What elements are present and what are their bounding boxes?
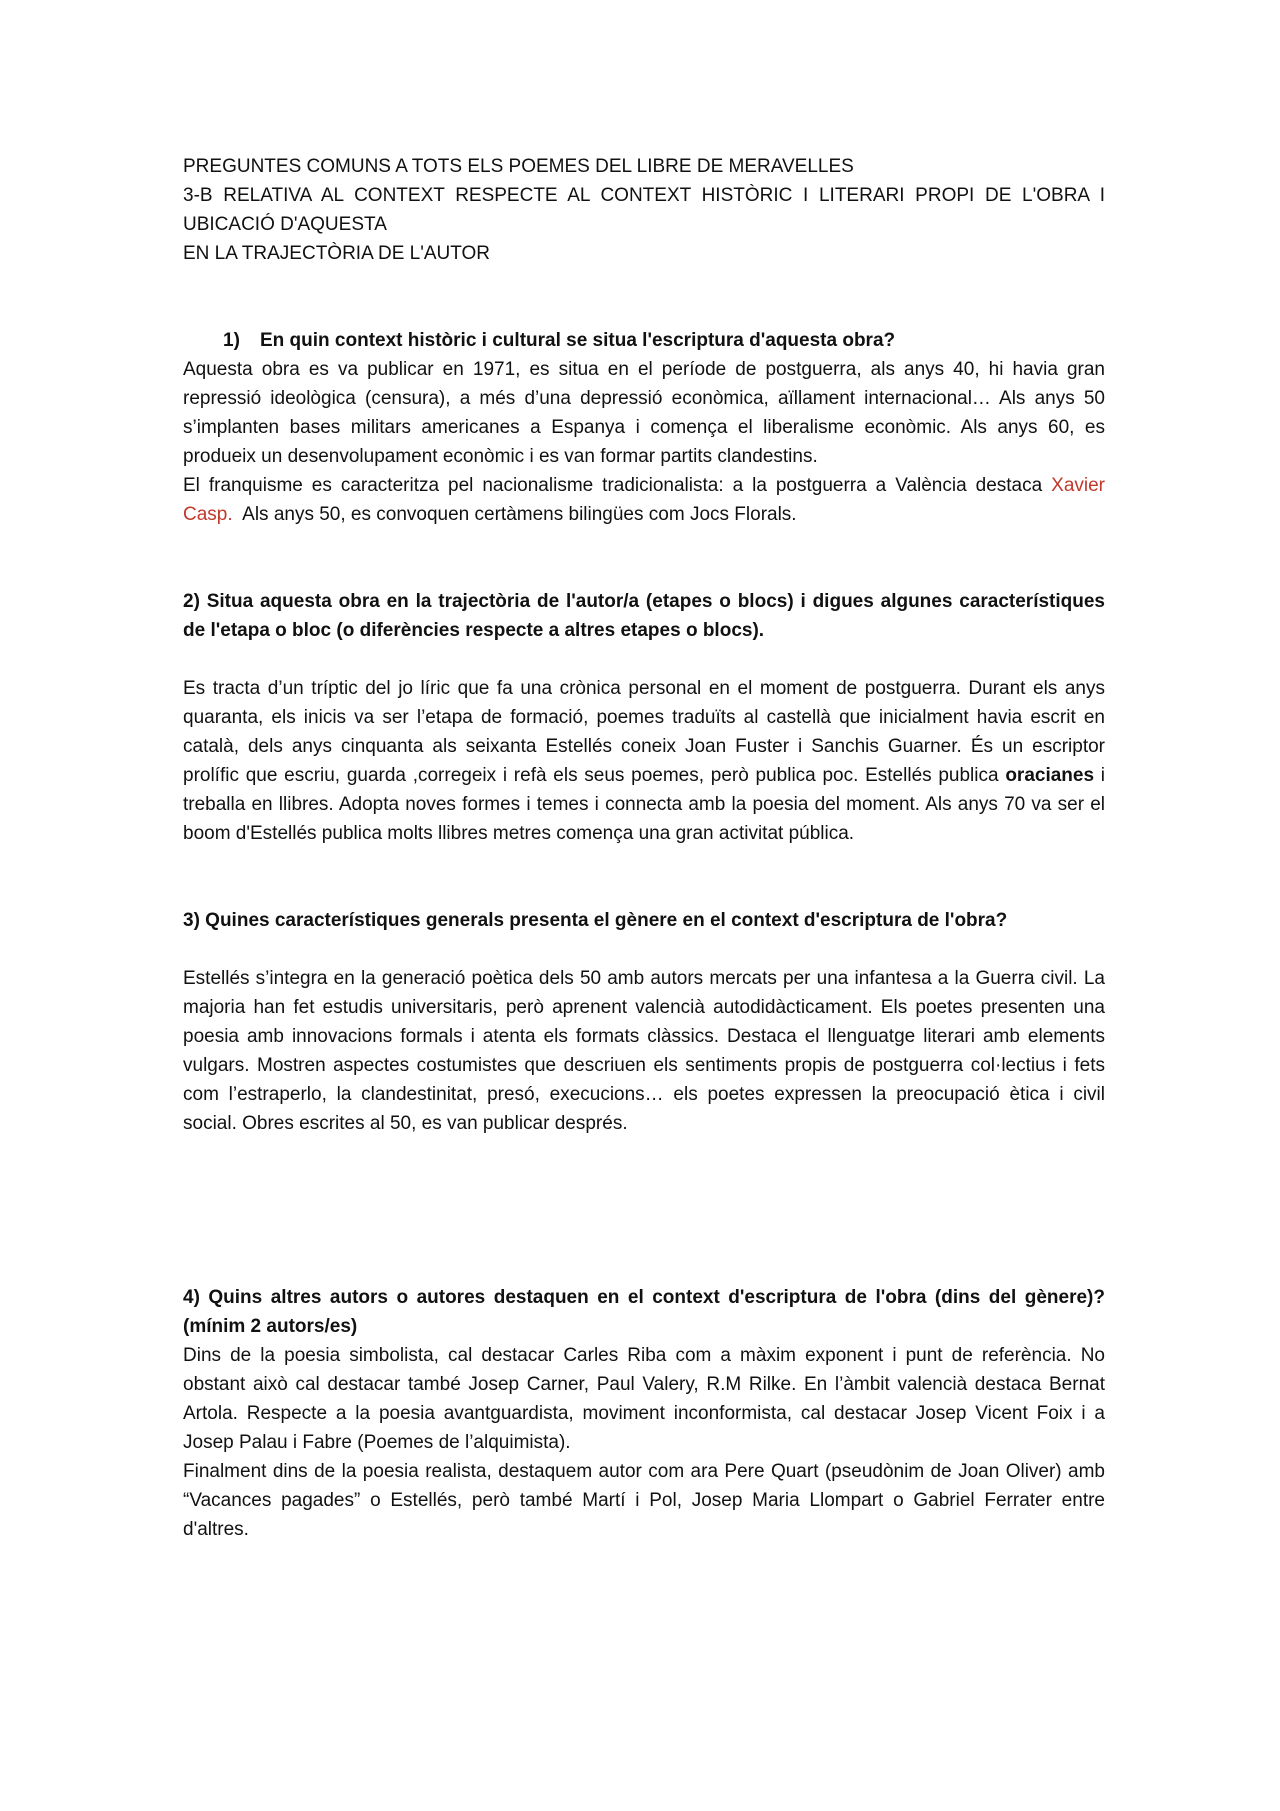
question-2: 2) Situa aquesta obra en la trajectòria de l'autor/a (etapes o blocs) i digues algunes característiques de l'etapa o bloc (o diferències respecte a altres etapes o blocs).: [183, 591, 1105, 641]
question-3: 3) Quines característiques generals presenta el gènere en el context d'escriptura de l'obra?: [183, 910, 1008, 931]
answer-1-paragraph-2: [183, 471, 1105, 529]
answer-1-text-a: El franquisme es caracteritza pel nacionalisme tradicionalista: a la postguerra a València destaca: [183, 475, 1043, 496]
question-1-number: 1): [223, 330, 240, 351]
answer-2-bold: oracianes: [1005, 765, 1095, 786]
answer-2: [183, 674, 1105, 848]
answer-1-paragraph-1: Aquesta obra es va publicar en 1971, es situa en el període de postguerra, als anys 40, hi havia gran repressió ideològica (censura), a més d’una depressió econòmica, aïllament internacional… Als anys 50 s’implanten bases militars americanes a Espanya i comença el liberalisme econòmic. Als anys 60, es produeix un desenvolupament econòmic i es van formar partits clandestins.: [183, 359, 1105, 467]
answer-2-text-a: Es tracta d’un tríptic del jo líric que fa una crònica personal en el moment de postguerra. Durant els anys quaranta, els inicis va ser l’etapa de formació, poemes traduïts al castellà que inicialment havia escrit en català, dels anys cinquanta als seixanta Estellés coneix Joan Fuster i Sanchis Guarner. És un escriptor prolífic que escriu, guarda ,corregeix i refà els seus poemes, però publica poc. Estellés publica: [183, 678, 1105, 786]
document-page: [183, 152, 1105, 1544]
header-line-3: EN LA TRAJECTÒRIA DE L'AUTOR: [183, 243, 491, 264]
question-1: [183, 326, 1105, 355]
question-1-text: En quin context històric i cultural se situa l'escriptura d'aquesta obra?: [260, 330, 896, 351]
answer-3: Estellés s’integra en la generació poètica dels 50 amb autors mercats per una infantesa a la Guerra civil. La majoria han fet estudis universitaris, però aprenent valencià autodidàcticament. Els poetes presenten una poesia amb innovacions formals i atenta els formats clàssics. Destaca el llenguatge literari amb elements vulgars. Mostren aspectes costumistes que descriuen els sentiments propis de postguerra col·lectius i fets com l’estraperlo, la clandestinitat, presó, execucions… els poetes expressen la preocupació ètica i civil social. Obres escrites al 50, es van publicar després.: [183, 968, 1105, 1134]
question-4: 4) Quins altres autors o autores destaquen en el context d'escriptura de l'obra (dins del gènere)? (mínim 2 autors/es): [183, 1287, 1105, 1337]
answer-1-highlight: Xavier Casp.: [183, 475, 1106, 525]
answer-1-text-c: Als anys 50, es convoquen certàmens bilingües com Jocs Florals.: [232, 504, 797, 525]
header-line-1: PREGUNTES COMUNS A TOTS ELS POEMES DEL LIBRE DE MERAVELLES: [183, 156, 854, 177]
header-line-2: 3-B RELATIVA AL CONTEXT RESPECTE AL CONTEXT HISTÒRIC I LITERARI PROPI DE L'OBRA I UBICACIÓ D'AQUESTA: [183, 185, 1105, 235]
document-header: [183, 152, 1105, 268]
answer-4-paragraph-2: Finalment dins de la poesia realista, destaquem autor com ara Pere Quart (pseudònim de Joan Oliver) amb “Vacances pagades” o Estellés, però també Martí i Pol, Josep Maria Llompart o Gabriel Ferrater entre d'altres.: [183, 1461, 1105, 1540]
answer-2-text-b: i treballa en llibres. Adopta noves formes i temes i connecta amb la poesia del moment. Als anys 70 va ser el boom d'Estellés publica molts llibres metres comença una gran activitat pública.: [183, 765, 1105, 844]
answer-4-paragraph-1: Dins de la poesia simbolista, cal destacar Carles Riba com a màxim exponent i punt de referència. No obstant això cal destacar també Josep Carner, Paul Valery, R.M Rilke. En l’àmbit valencià destaca Bernat Artola. Respecte a la poesia avantguardista, moviment inconformista, cal destacar Josep Vicent Foix i a Josep Palau i Fabre (Poemes de l’alquimista).: [183, 1345, 1105, 1453]
